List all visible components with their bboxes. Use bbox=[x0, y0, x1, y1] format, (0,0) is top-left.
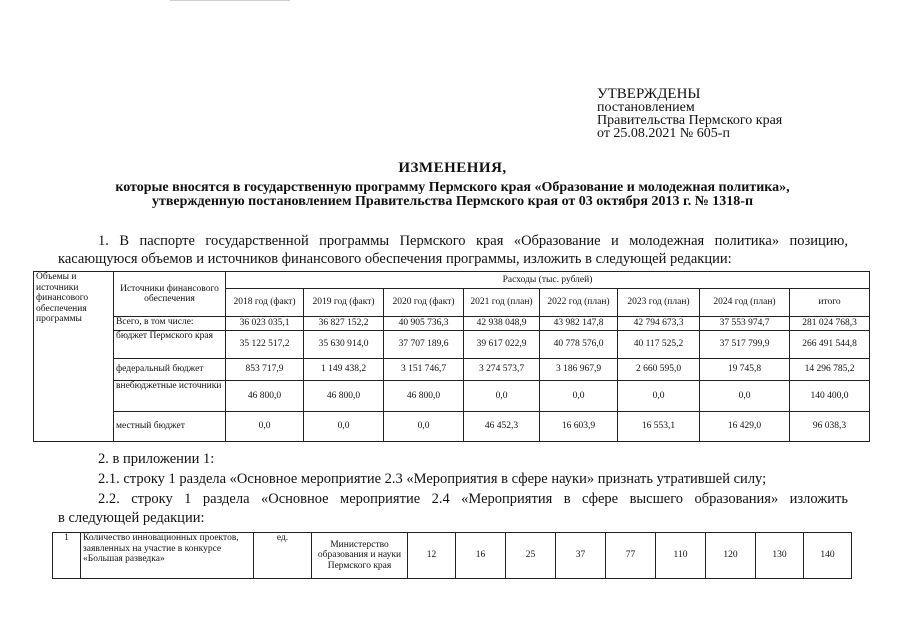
value-cell: 0,0 bbox=[540, 381, 618, 412]
value-cell: 2 660 595,0 bbox=[618, 359, 700, 381]
finance-section-header: Объемы и источники финансового обеспечения программы bbox=[34, 272, 114, 442]
indicator-unit: ед. bbox=[254, 533, 312, 579]
value-cell: 40 778 576,0 bbox=[540, 331, 618, 359]
table-row bbox=[34, 412, 870, 442]
source-cell: местный бюджет bbox=[114, 412, 226, 442]
year-header: 2024 год (план) bbox=[700, 289, 790, 317]
table-row bbox=[34, 317, 870, 331]
table-row bbox=[34, 331, 870, 359]
approval-stamp bbox=[597, 88, 782, 140]
paragraph-1-line-1: 1. В паспорте государственной программы Пермского края «Образование и молодежная политика» позицию, bbox=[98, 233, 848, 249]
value-cell: 40 905 736,3 bbox=[384, 317, 464, 331]
approved-line-3: от 25.08.2021 № 605-п bbox=[597, 126, 730, 141]
finance-table bbox=[33, 271, 870, 442]
value-cell: 0,0 bbox=[618, 381, 700, 412]
indicator-value: 140 bbox=[804, 533, 852, 579]
value-cell: 36 023 035,1 bbox=[226, 317, 304, 331]
table-row bbox=[34, 359, 870, 381]
value-cell: 0,0 bbox=[384, 412, 464, 442]
document-subtitle-line-2: утвержденную постановлением Правительства Пермского края от 03 октября 2013 г. № 1318-п bbox=[151, 194, 754, 209]
value-cell: 35 122 517,2 bbox=[226, 331, 304, 359]
indicator-value: 130 bbox=[756, 533, 804, 579]
value-cell: 19 745,8 bbox=[700, 359, 790, 381]
source-cell: федеральный бюджет bbox=[114, 359, 226, 381]
value-cell: 266 491 544,8 bbox=[790, 331, 870, 359]
value-cell: 3 186 967,9 bbox=[540, 359, 618, 381]
value-cell: 42 938 048,9 bbox=[464, 317, 540, 331]
value-cell: 35 630 914,0 bbox=[304, 331, 384, 359]
value-cell: 3 151 746,7 bbox=[384, 359, 464, 381]
value-cell: 96 038,3 bbox=[790, 412, 870, 442]
table-row bbox=[34, 381, 870, 412]
indicator-table bbox=[52, 532, 852, 579]
value-cell: 16 553,1 bbox=[618, 412, 700, 442]
value-cell: 37 517 799,9 bbox=[700, 331, 790, 359]
indicator-value: 120 bbox=[706, 533, 756, 579]
value-cell: 140 400,0 bbox=[790, 381, 870, 412]
indicator-value: 12 bbox=[408, 533, 456, 579]
value-cell: 36 827 152,2 bbox=[304, 317, 384, 331]
paragraph-2-2-line-2: в следующей редакции: bbox=[58, 510, 205, 526]
year-header: 2019 год (факт) bbox=[304, 289, 384, 317]
source-cell: Всего, в том числе: bbox=[114, 317, 226, 331]
value-cell: 0,0 bbox=[464, 381, 540, 412]
finance-expenses-header: Расходы (тыс. рублей) bbox=[226, 272, 870, 289]
paragraph-2-1: 2.1. строку 1 раздела «Основное мероприятие 2.3 «Мероприятия в сфере науки» признать утратившей силу; bbox=[98, 471, 767, 487]
indicator-responsible: Министерство образования и науки Пермского края bbox=[312, 533, 408, 579]
scan-artifact-line bbox=[170, 0, 290, 1]
year-header: 2023 год (план) bbox=[618, 289, 700, 317]
value-cell: 281 024 768,3 bbox=[790, 317, 870, 331]
value-cell: 1 149 438,2 bbox=[304, 359, 384, 381]
value-cell: 16 603,9 bbox=[540, 412, 618, 442]
source-cell: внебюджетные источники bbox=[114, 381, 226, 412]
value-cell: 42 794 673,3 bbox=[618, 317, 700, 331]
row-number: 1 bbox=[53, 533, 81, 579]
approved-title: УТВЕРЖДЕНЫ bbox=[597, 86, 701, 102]
value-cell: 853 717,9 bbox=[226, 359, 304, 381]
value-cell: 16 429,0 bbox=[700, 412, 790, 442]
paragraph-2: 2. в приложении 1: bbox=[98, 451, 215, 467]
indicator-value: 37 bbox=[556, 533, 606, 579]
value-cell: 14 296 785,2 bbox=[790, 359, 870, 381]
value-cell: 0,0 bbox=[700, 381, 790, 412]
paragraph-1-line-2: касающуюся объемов и источников финансового обеспечения программы, изложить в следующей редакции: bbox=[58, 251, 732, 267]
value-cell: 37 553 974,7 bbox=[700, 317, 790, 331]
value-cell: 37 707 189,6 bbox=[384, 331, 464, 359]
approved-line-2: Правительства Пермского края bbox=[597, 113, 783, 128]
source-cell: бюджет Пермского края bbox=[114, 331, 226, 359]
indicator-value: 25 bbox=[506, 533, 556, 579]
value-cell: 0,0 bbox=[226, 412, 304, 442]
value-cell: 46 800,0 bbox=[384, 381, 464, 412]
finance-sources-header: Источники финансового обеспечения bbox=[114, 272, 226, 317]
value-cell: 0,0 bbox=[304, 412, 384, 442]
total-header: итого bbox=[790, 289, 870, 317]
year-header: 2021 год (план) bbox=[464, 289, 540, 317]
indicator-value: 77 bbox=[606, 533, 656, 579]
indicator-value: 110 bbox=[656, 533, 706, 579]
document-subtitle-line-1: которые вносятся в государственную программу Пермского края «Образование и молодежная политика», bbox=[115, 180, 790, 195]
paragraph-2-2-line-1: 2.2. строку 1 раздела «Основное мероприятие 2.4 «Мероприятия в сфере высшего образования» изложить bbox=[98, 491, 848, 507]
value-cell: 40 117 525,2 bbox=[618, 331, 700, 359]
indicator-value: 16 bbox=[456, 533, 506, 579]
indicator-name: Количество инновационных проектов, заявленных на участие в конкурсе «Большая разведка» bbox=[81, 533, 254, 579]
year-header: 2022 год (план) bbox=[540, 289, 618, 317]
table-row bbox=[53, 533, 852, 579]
year-header: 2020 год (факт) bbox=[384, 289, 464, 317]
value-cell: 39 617 022,9 bbox=[464, 331, 540, 359]
approved-line-1: постановлением bbox=[597, 100, 695, 115]
document-title: ИЗМЕНЕНИЯ, bbox=[398, 160, 507, 176]
value-cell: 46 800,0 bbox=[304, 381, 384, 412]
value-cell: 46 800,0 bbox=[226, 381, 304, 412]
value-cell: 43 982 147,8 bbox=[540, 317, 618, 331]
year-header: 2018 год (факт) bbox=[226, 289, 304, 317]
value-cell: 3 274 573,7 bbox=[464, 359, 540, 381]
value-cell: 46 452,3 bbox=[464, 412, 540, 442]
